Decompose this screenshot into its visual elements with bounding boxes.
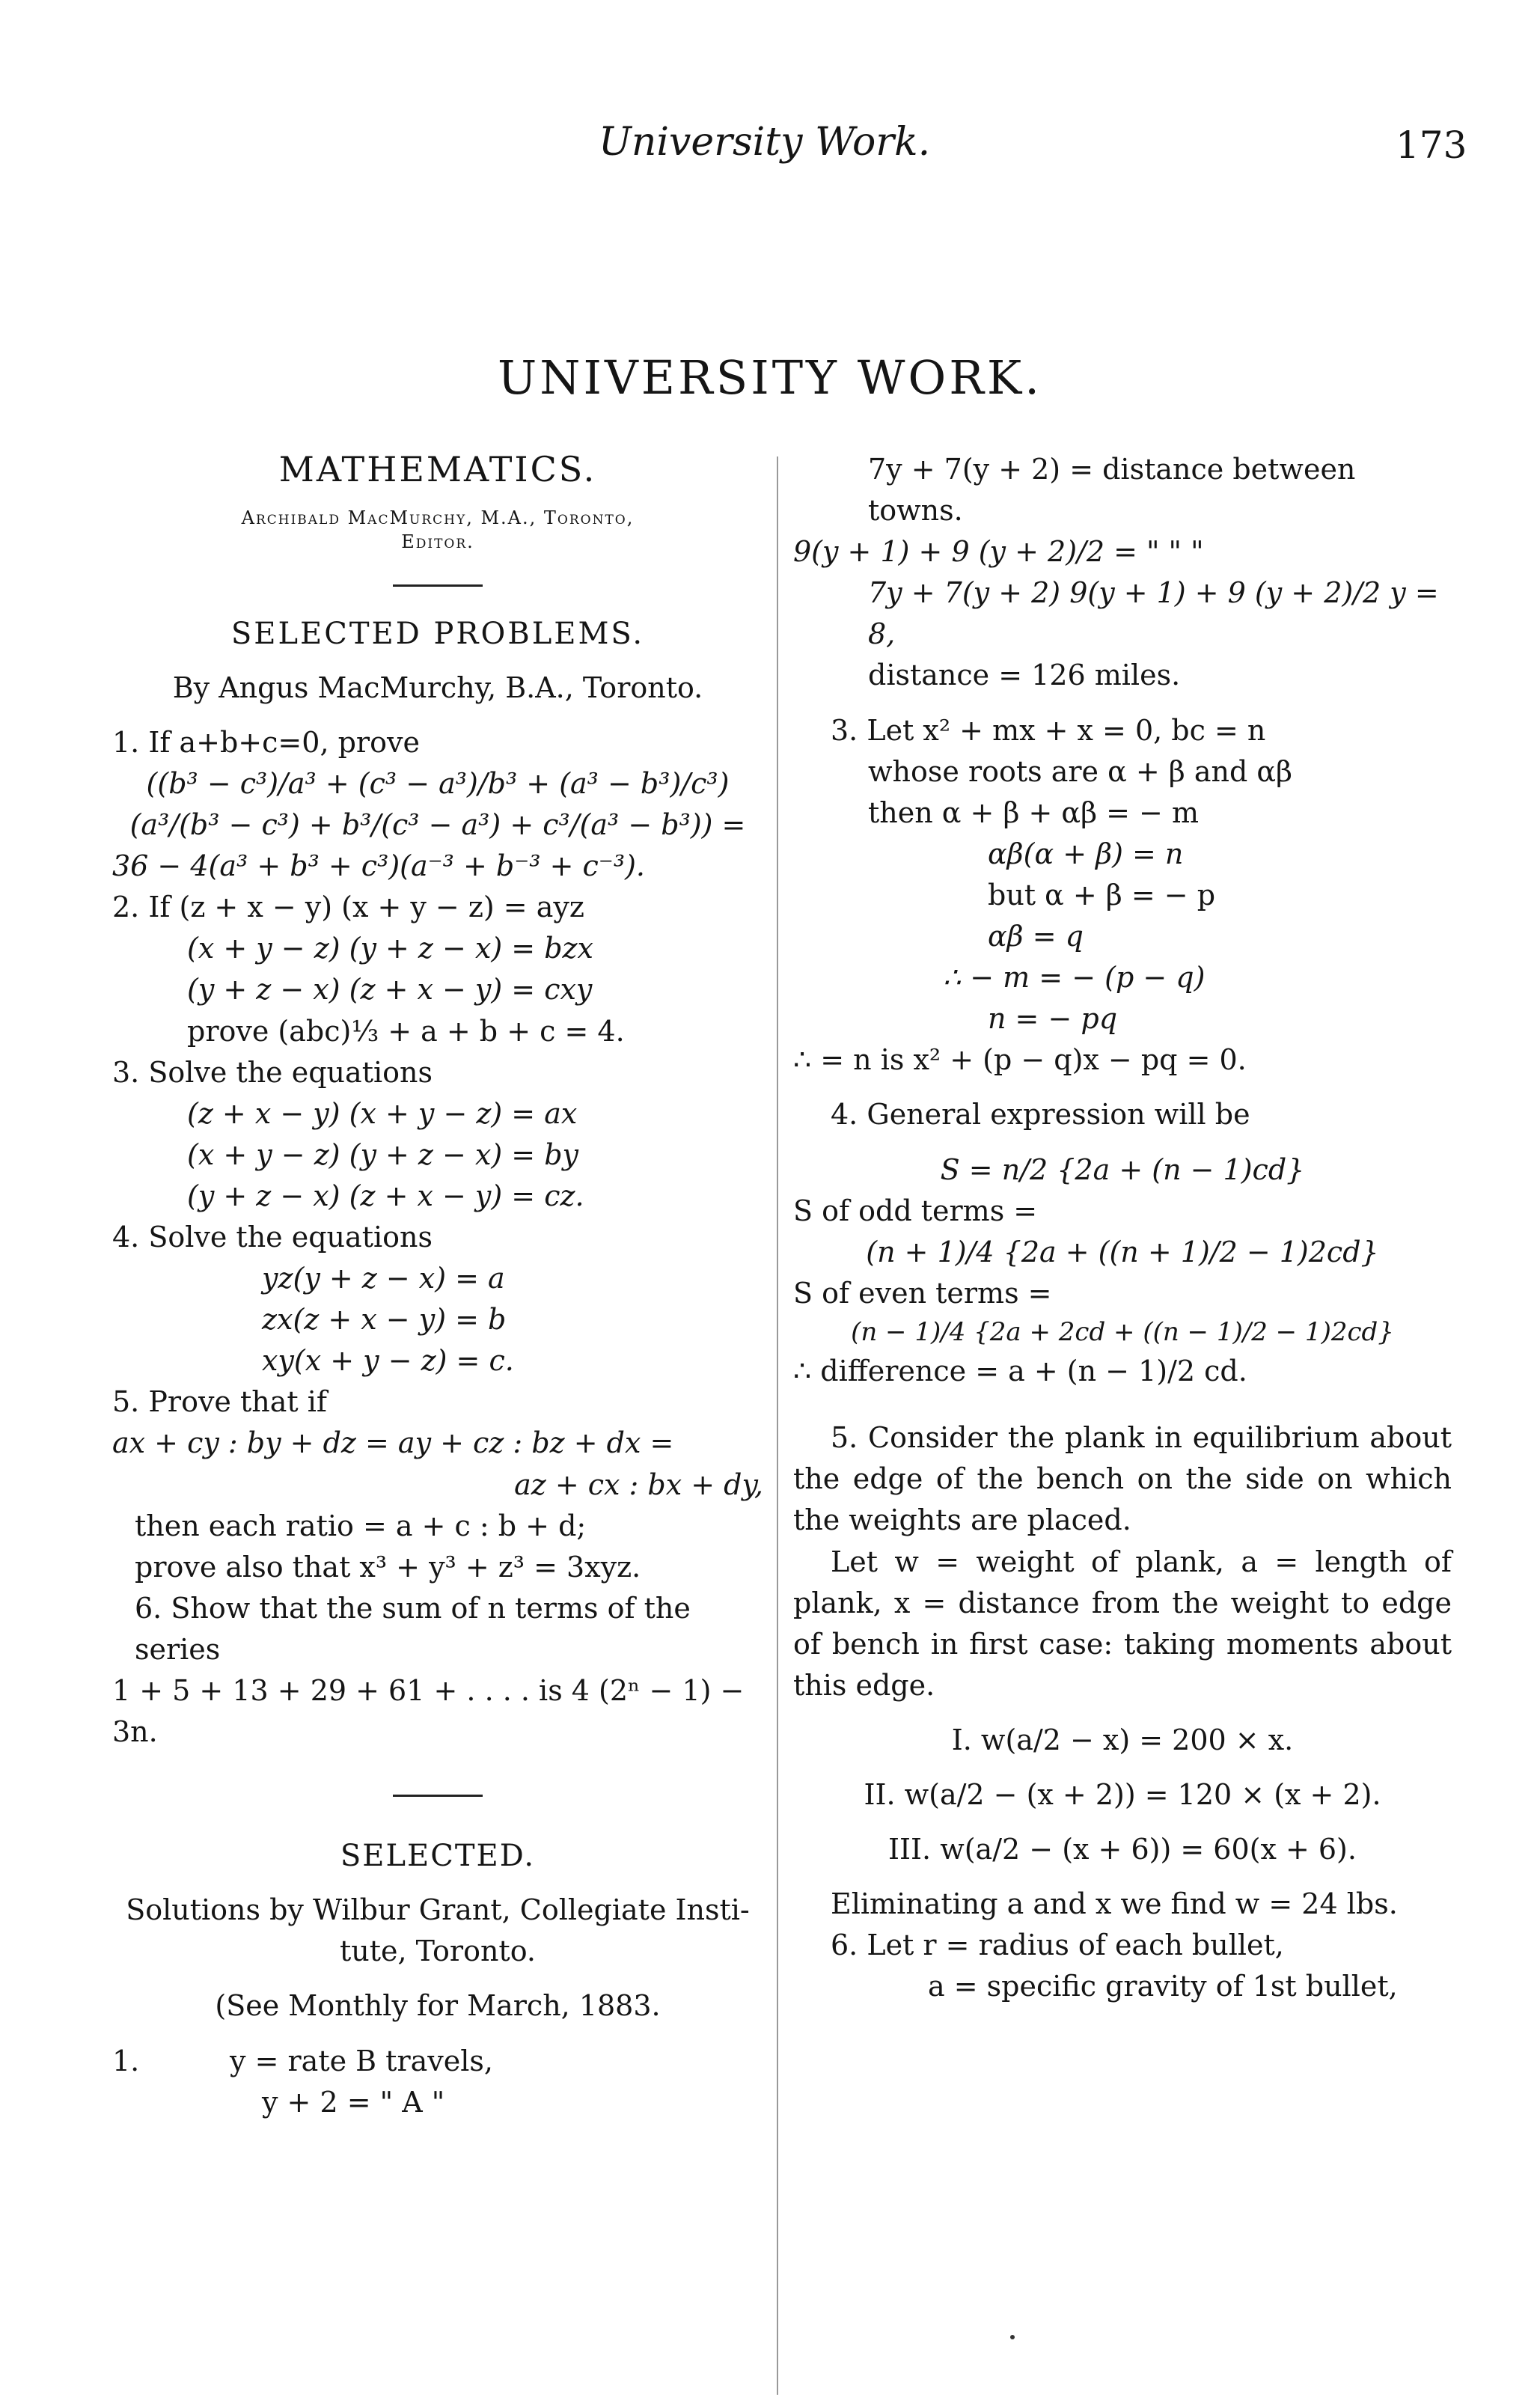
problem-1-expression: 36 − 4(a³ + b³ + c³)(a⁻³ + b⁻³ + c⁻³).	[112, 849, 645, 883]
solution-3-line: n = − pq	[988, 1002, 1118, 1036]
problem-3-equation: (x + y − z) (y + z − x) = by	[187, 1138, 579, 1171]
solution-5-paragraph: Let w = weight of plank, a = length of plank, x = distance from the weight to edge of bench in first case: taking moments about this edge.	[793, 1545, 1452, 1702]
problem-2-prove: prove (abc)⅓ + a + b + c = 4.	[187, 1014, 625, 1048]
problem-5-statement: 5. Prove that if	[112, 1385, 327, 1419]
solution-1-line: y + 2 = " A "	[262, 2085, 445, 2119]
editor-line: Archibald MacMurchy, M.A., Toronto,	[241, 507, 635, 528]
solution-5-paragraph: 5. Consider the plank in equilibrium about the edge of the bench on the side on which the weights are placed.	[793, 1421, 1452, 1537]
solution-4-line: (n + 1)/4 {2a + ((n + 1)/2 − 1)2cd}	[866, 1235, 1379, 1268]
solution-4-line: S of odd terms =	[793, 1194, 1038, 1227]
solution-6-line: 6. Let r = radius of each bullet,	[831, 1929, 1284, 1962]
problem-5-ratio: then each ratio = a + c : b + d;	[135, 1509, 587, 1542]
solution-3-line: but α + β = − p	[988, 878, 1216, 912]
solution-4-line: S = n/2 {2a + (n − 1)cd}	[940, 1152, 1305, 1186]
problem-4-statement: 4. Solve the equations	[112, 1221, 433, 1254]
right-column	[793, 449, 1452, 2007]
selected-title: SELECTED.	[340, 1839, 536, 1874]
solution-3-line: ∴ = n is x² + (p − q)x − pq = 0.	[793, 1043, 1247, 1077]
solution-3-line: ∴ − m = − (p − q)	[943, 961, 1206, 995]
problem-1-expression: ((b³ − c³)/a³ + (c³ − a³)/b³ + (a³ − b³)/c³)	[146, 766, 730, 800]
problem-5-prove: prove also that x³ + y³ + z³ = 3xyz.	[135, 1550, 641, 1584]
rule	[393, 584, 483, 587]
solution-3-line: αβ = q	[988, 920, 1084, 953]
solution-5-equation: II. w(a/2 − (x + 2)) = 120 × (x + 2).	[864, 1778, 1381, 1812]
subsection-title: SELECTED PROBLEMS.	[230, 616, 645, 651]
solution-5-result: Eliminating a and x we find w = 24 lbs.	[831, 1887, 1398, 1921]
solution-4-line: ∴ difference = a + (n − 1)/2 cd.	[793, 1355, 1247, 1388]
byline: By Angus MacMurchy, B.A., Toronto.	[172, 671, 703, 704]
solution-4-line: (n − 1)/4 {2a + 2cd + ((n − 1)/2 − 1)2cd}	[851, 1316, 1394, 1347]
solution-3-line: αβ(α + β) = n	[988, 837, 1184, 870]
rule	[393, 1795, 483, 1797]
solution-5-equation: I. w(a/2 − x) = 200 × x.	[951, 1723, 1294, 1756]
solution-6-line: a = specific gravity of 1st bullet,	[928, 1970, 1398, 2003]
problem-3-equation: (y + z − x) (z + x − y) = cz.	[187, 1179, 584, 1212]
problem-1-expression: (a³/(b³ − c³) + b³/(c³ − a³) + c³/(a³ − b³)) =	[129, 808, 746, 842]
solution-line: distance = 126 miles.	[868, 659, 1181, 692]
problem-1-statement: 1. If a+b+c=0, prove	[112, 725, 420, 759]
problem-4-equation: xy(x + y − z) = c.	[262, 1344, 514, 1378]
solution-4-line: S of even terms =	[793, 1276, 1052, 1310]
solutions-credit: Solutions by Wilbur Grant, Collegiate Insti-	[126, 1893, 750, 1927]
section-title: MATHEMATICS.	[278, 449, 597, 489]
solution-3-line: 3. Let x² + mx + x = 0, bc = n	[831, 713, 1266, 747]
problem-2-equation: (x + y − z) (y + z − x) = bzx	[187, 932, 593, 965]
problem-6-statement: 6. Show that the sum of n terms of the series	[135, 1591, 691, 1666]
solution-3-line: then α + β + αβ = − m	[868, 796, 1199, 829]
problem-6-series: 1 + 5 + 13 + 29 + 61 + . . . . is 4 (2ⁿ − 1) − 3n.	[112, 1674, 745, 1749]
problem-2-equation: (y + z − x) (z + x − y) = cxy	[187, 973, 593, 1007]
left-column	[112, 449, 763, 2123]
running-head-title: University Work.	[599, 120, 931, 165]
ink-speck	[1010, 2335, 1015, 2339]
see-reference: (See Monthly for March, 1883.	[215, 1989, 661, 2023]
editor-line: Editor.	[401, 531, 474, 553]
solution-3-line: whose roots are α + β and αβ	[868, 754, 1292, 788]
solution-5-equation: III. w(a/2 − (x + 6)) = 60(x + 6).	[888, 1833, 1357, 1866]
solution-line: 9(y + 1) + 9 (y + 2)/2 = " " "	[793, 535, 1204, 569]
problem-5-equation: ax + cy : by + dz = ay + cz : bz + dx =	[112, 1426, 674, 1460]
problem-3-equation: (z + x − y) (x + y − z) = ax	[187, 1096, 578, 1130]
solution-line: 7y + 7(y + 2) 9(y + 1) + 9 (y + 2)/2 y = 8,	[868, 576, 1439, 651]
solutions-credit: tute, Toronto.	[339, 1935, 536, 1968]
solution-line: 7y + 7(y + 2) = distance between towns.	[868, 453, 1356, 528]
solution-4-line: 4. General expression will be	[831, 1098, 1250, 1132]
page-title: UNIVERSITY WORK.	[498, 350, 1042, 405]
column-divider	[777, 457, 778, 2395]
page-number: 173	[1396, 123, 1467, 167]
problem-2-statement: 2. If (z + x − y) (x + y − z) = ayz	[112, 891, 584, 924]
problem-5-equation: az + cx : bx + dy,	[514, 1468, 763, 1501]
solution-1-line: 1. y = rate B travels,	[112, 2044, 493, 2077]
problem-3-statement: 3. Solve the equations	[112, 1055, 433, 1089]
problem-4-equation: zx(z + x − y) = b	[262, 1303, 507, 1337]
problem-4-equation: yz(y + z − x) = a	[262, 1262, 505, 1295]
